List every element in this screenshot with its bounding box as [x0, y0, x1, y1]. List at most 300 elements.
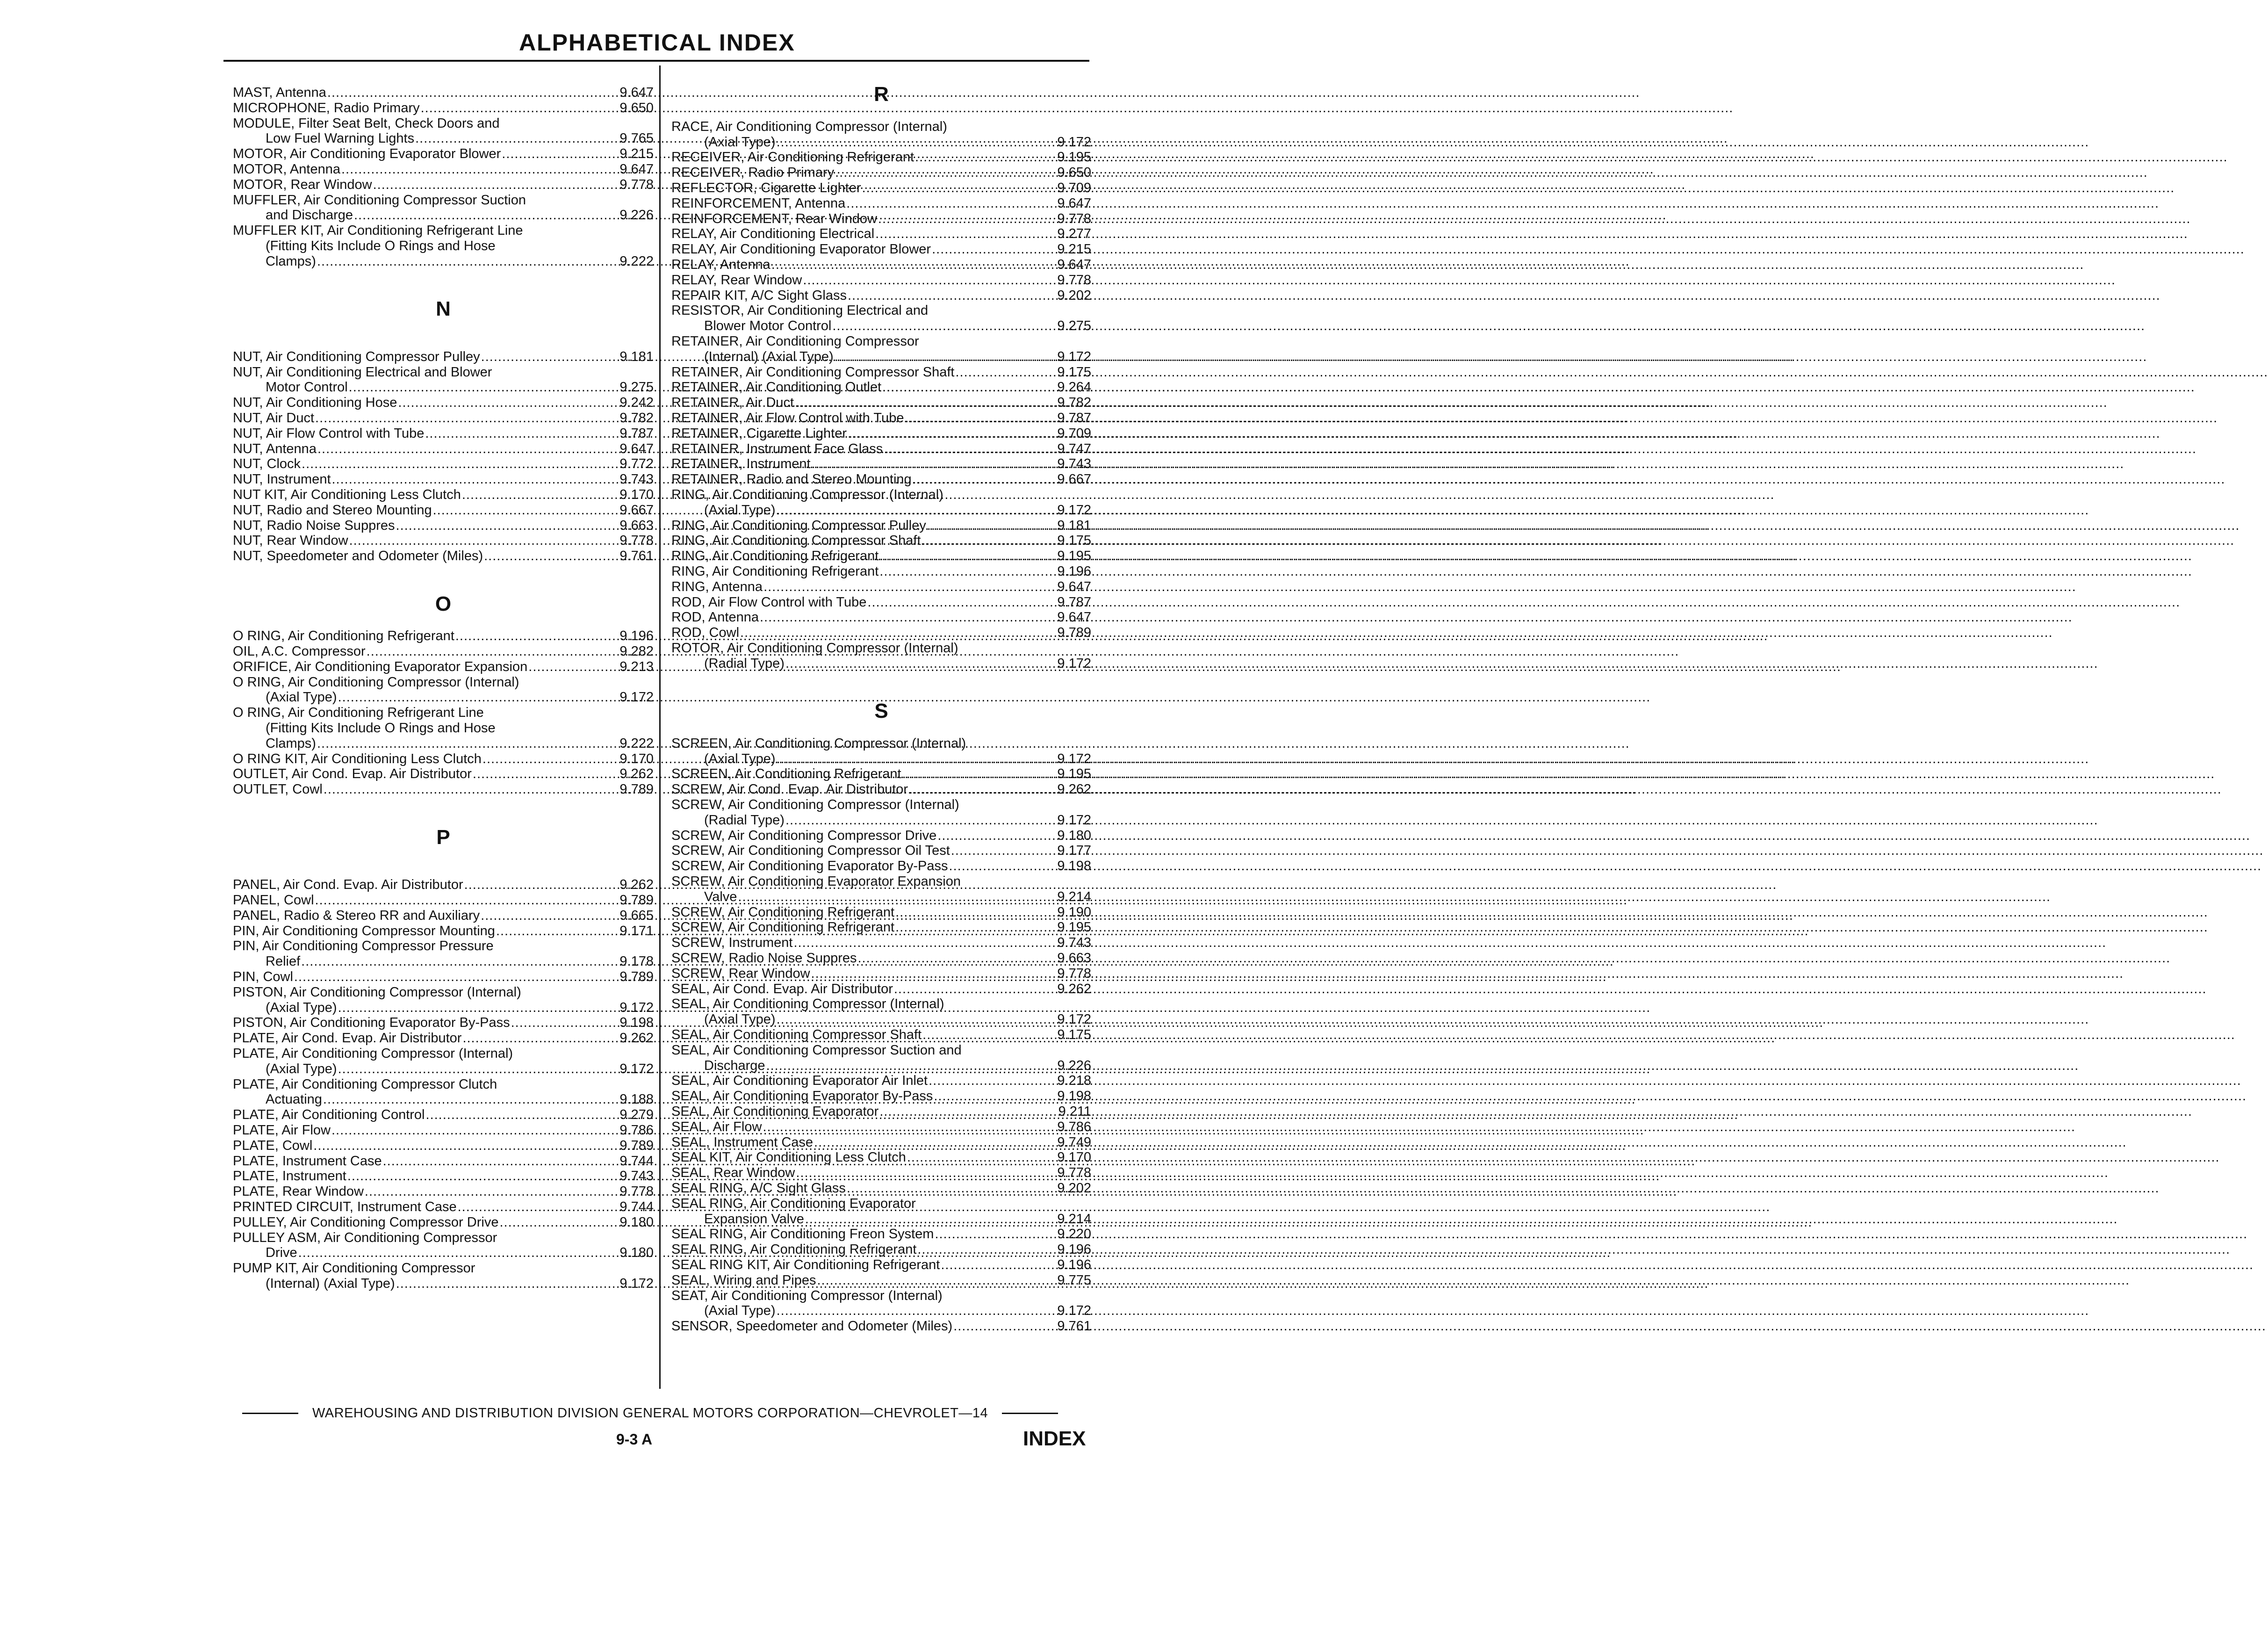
entry-text: PULLEY ASM, Air Conditioning Compressor — [233, 1230, 497, 1245]
index-entry — [671, 874, 1091, 889]
page-ref: 9.775 — [1057, 1272, 1091, 1288]
index-entry — [233, 1015, 654, 1031]
entry-text: ORIFICE, Air Conditioning Evaporator Expansion — [233, 659, 528, 674]
index-entry — [233, 101, 654, 116]
index-entry — [233, 924, 654, 939]
dot-leader — [317, 736, 596, 751]
page-title: ALPHABETICAL INDEX — [519, 29, 795, 56]
dot-leader — [496, 924, 596, 939]
dot-leader — [793, 935, 1033, 951]
index-entry — [671, 533, 1091, 549]
page-ref: 9.175 — [1057, 533, 1091, 549]
dot-leader — [847, 1181, 1033, 1196]
entry-text: O RING, Air Conditioning Refrigerant — [233, 628, 454, 644]
index-entry — [671, 1303, 1091, 1319]
entry-text: SCREW, Air Conditioning Refrigerant — [671, 904, 895, 920]
entry-text: RETAINER, Radio and Stereo Mounting — [671, 472, 912, 487]
index-entry — [671, 1319, 1091, 1334]
dot-leader — [777, 1303, 1033, 1319]
dot-leader — [835, 165, 1033, 180]
index-entry — [233, 380, 654, 395]
page-ref: 9.647 — [1057, 257, 1091, 272]
index-entry — [233, 208, 654, 223]
page-ref: 9.789 — [619, 782, 654, 797]
entry-text: NUT, Radio Noise Suppres — [233, 518, 395, 533]
entry-text: PLATE, Instrument — [233, 1169, 346, 1184]
index-entry — [671, 1073, 1091, 1089]
page-ref: 9.262 — [1057, 782, 1091, 797]
index-entry — [671, 518, 1091, 534]
index-entry — [671, 736, 1091, 751]
page-ref: 9.215 — [619, 146, 654, 162]
dot-leader — [331, 1123, 596, 1138]
page-ref: 9.170 — [619, 751, 654, 766]
entry-text: OUTLET, Cowl — [233, 782, 323, 797]
entry-text: RETAINER, Instrument Face Glass — [671, 441, 883, 456]
index-entry — [233, 1077, 654, 1092]
page-ref: 9.195 — [1057, 549, 1091, 564]
entry-text: RESISTOR, Air Conditioning Electrical and — [671, 303, 929, 318]
dot-leader — [902, 766, 1033, 782]
page-ref: 9.211 — [1058, 1104, 1091, 1119]
page-ref: 9.220 — [1057, 1227, 1091, 1242]
index-entry — [233, 441, 654, 457]
entry-text: SCREW, Air Conditioning Compressor Oil Test — [671, 843, 950, 859]
index-entry — [671, 1181, 1091, 1196]
entry-text: SCREW, Rear Window — [671, 966, 810, 981]
dot-leader — [934, 1089, 1033, 1104]
entry-text: SEAL, Air Conditioning Evaporator Air Inlet — [671, 1073, 928, 1089]
index-entry — [671, 1273, 1091, 1288]
index-entry — [233, 1215, 654, 1230]
entry-text: (Axial Type) — [266, 1000, 337, 1015]
entry-text: SCREW, Air Conditioning Refrigerant — [671, 920, 895, 935]
page-ref: 9.778 — [1057, 272, 1091, 288]
page-ref: 9.761 — [619, 549, 654, 564]
dot-leader — [909, 782, 1033, 797]
entry-text: RING, Air Conditioning Compressor Pulley — [671, 518, 926, 533]
dot-leader — [777, 751, 1033, 767]
entry-text: O RING KIT, Air Conditioning Less Clutch — [233, 751, 482, 766]
entry-text: SCREW, Air Conditioning Evaporator By-Pass — [671, 859, 948, 874]
dot-leader — [814, 1135, 1033, 1150]
dot-leader — [760, 610, 1033, 625]
entry-text: SCREEN, Air Conditioning Compressor (Internal) — [671, 736, 966, 751]
page-ref: 9.709 — [1057, 180, 1091, 195]
page-ref: 9.195 — [1057, 150, 1091, 165]
entry-text: Blower Motor Control — [704, 318, 832, 334]
entry-text: RETAINER, Air Duct — [671, 395, 794, 411]
page-ref: 9.172 — [1057, 349, 1091, 364]
page-ref: 9.198 — [1057, 1089, 1091, 1104]
index-entry — [233, 365, 654, 380]
index-entry — [233, 85, 654, 101]
dot-leader — [953, 1319, 1033, 1334]
page-ref: 9.170 — [1057, 1150, 1091, 1165]
index-entry — [671, 1150, 1091, 1165]
index-entry — [233, 1261, 654, 1276]
entry-text: (Internal) (Axial Type) — [704, 349, 834, 364]
index-entry — [233, 1031, 654, 1046]
index-entry — [671, 951, 1091, 966]
index-entry — [233, 349, 654, 365]
dot-leader — [955, 365, 1033, 380]
page-ref: 9.215 — [1057, 242, 1091, 257]
dot-leader — [832, 318, 1033, 334]
dot-leader — [415, 131, 596, 146]
index-entry — [233, 954, 654, 969]
section-letter-s: S — [874, 700, 888, 723]
entry-text: SEAL KIT, Air Conditioning Less Clutch — [671, 1150, 906, 1165]
dot-leader — [738, 889, 1033, 905]
index-entry — [233, 1123, 654, 1138]
index-entry — [233, 1199, 654, 1215]
entry-text: RETAINER, Air Flow Control with Tube — [671, 410, 904, 426]
page-ref: 9.787 — [1057, 410, 1091, 426]
entry-text: SENSOR, Speedometer and Odometer (Miles) — [671, 1319, 953, 1334]
dot-leader — [763, 1119, 1033, 1135]
page-ref: 9.264 — [1057, 380, 1091, 395]
entry-text: O RING, Air Conditioning Refrigerant Line — [233, 705, 484, 721]
index-entry — [233, 131, 654, 146]
index-entry — [671, 656, 1091, 671]
index-entry — [671, 1227, 1091, 1242]
page-ref: 9.172 — [619, 1276, 654, 1291]
section-spacer — [671, 671, 1091, 686]
page-ref: 9.198 — [1057, 859, 1091, 874]
entry-text: PANEL, Cowl — [233, 893, 314, 908]
entry-text: PANEL, Radio & Stereo RR and Auxiliary — [233, 908, 480, 923]
entry-text: PLATE, Cowl — [233, 1138, 313, 1153]
dot-leader — [349, 380, 596, 395]
page-ref: 9.778 — [1057, 211, 1091, 226]
dot-leader — [433, 503, 596, 518]
section-spacer — [233, 318, 654, 334]
page-ref: 9.172 — [619, 690, 654, 705]
dot-leader — [848, 288, 1033, 303]
entry-text: SEAL, Wiring and Pipes — [671, 1272, 816, 1288]
dot-leader — [301, 954, 596, 969]
index-entry — [233, 146, 654, 162]
page-ref: 9.778 — [619, 177, 654, 192]
index-entry — [233, 116, 654, 131]
index-entry — [671, 828, 1091, 844]
page-ref: 9.172 — [1057, 134, 1091, 150]
index-entry — [233, 1169, 654, 1184]
page-ref: 9.663 — [619, 518, 654, 533]
entry-text: SEAL RING, Air Conditioning Refrigerant — [671, 1242, 917, 1257]
entry-text: ROD, Air Flow Control with Tube — [671, 594, 867, 610]
dot-leader — [373, 177, 596, 193]
index-entry — [233, 472, 654, 487]
page-ref: 9.772 — [619, 456, 654, 472]
entry-text: (Radial Type) — [704, 812, 785, 828]
index-entry — [671, 1135, 1091, 1150]
entry-text: Expansion Valve — [704, 1211, 804, 1227]
section-label: INDEX — [1023, 1427, 1086, 1450]
index-entry — [671, 165, 1091, 180]
index-entry — [233, 721, 654, 736]
entry-text: (Fitting Kits Include O Rings and Hose — [266, 238, 496, 253]
page-ref: 9.647 — [1057, 579, 1091, 594]
footer — [242, 1406, 1093, 1421]
index-entry — [233, 736, 654, 751]
entry-text: RETAINER, Air Conditioning Compressor Shaft — [671, 364, 955, 380]
index-entry — [671, 1196, 1091, 1212]
index-entry — [233, 395, 654, 411]
dot-leader — [367, 644, 596, 659]
index-entry — [671, 196, 1091, 211]
entry-text: Low Fuel Warning Lights — [266, 131, 415, 146]
index-entry — [671, 920, 1091, 935]
entry-text: RING, Air Conditioning Refrigerant — [671, 549, 879, 564]
index-entry — [671, 1165, 1091, 1181]
dot-leader — [835, 349, 1033, 365]
entry-text: RELAY, Antenna — [671, 257, 770, 272]
dot-leader — [796, 1165, 1033, 1181]
index-entry — [671, 1058, 1091, 1074]
entry-text: (Axial Type) — [266, 1061, 337, 1076]
entry-text: PLATE, Air Conditioning Control — [233, 1107, 425, 1123]
page-ref: 9.172 — [1057, 812, 1091, 828]
entry-text: RELAY, Air Conditioning Evaporator Blower — [671, 242, 931, 257]
dot-leader — [922, 533, 1034, 549]
page-ref: 9.195 — [1057, 920, 1091, 935]
dot-leader — [785, 813, 1033, 828]
index-entry — [233, 1046, 654, 1061]
page-ref: 9.202 — [1057, 288, 1091, 303]
page-ref: 9.242 — [619, 395, 654, 411]
dot-leader — [458, 1199, 596, 1215]
index-entry — [671, 905, 1091, 920]
index-entry — [233, 193, 654, 208]
page-ref: 9.170 — [619, 487, 654, 502]
index-entry — [671, 180, 1091, 196]
index-entry — [671, 487, 1091, 503]
index-entry — [671, 288, 1091, 303]
index-entry — [671, 797, 1091, 813]
entry-text: SEAL RING KIT, Air Conditioning Refrigerant — [671, 1257, 940, 1272]
dot-leader — [425, 426, 596, 441]
entry-text: NUT, Air Duct — [233, 410, 315, 426]
entry-text: SCREEN, Air Conditioning Refrigerant — [671, 766, 901, 782]
page-ref: 9.196 — [1057, 1257, 1091, 1272]
index-entry — [233, 1000, 654, 1016]
entry-text: PLATE, Instrument Case — [233, 1153, 382, 1169]
footer-text: WAREHOUSING AND DISTRIBUTION DIVISION GENERAL MOTORS CORPORATION—CHEVROLET—14 — [312, 1406, 988, 1421]
entry-text: (Fitting Kits Include O Rings and Hose — [266, 721, 496, 736]
index-entry — [671, 334, 1091, 349]
entry-text: RELAY, Rear Window — [671, 272, 802, 288]
dot-leader — [294, 969, 596, 985]
index-entry — [671, 119, 1091, 135]
entry-text: Relief — [266, 954, 301, 969]
index-entry — [671, 1257, 1091, 1273]
entry-text: SEAL RING, A/C Sight Glass — [671, 1180, 846, 1196]
page-ref: 9.647 — [1057, 195, 1091, 211]
entry-text: SEAL, Air Conditioning Compressor Shaft — [671, 1027, 922, 1043]
page-ref: 9.647 — [619, 441, 654, 456]
index-entry — [233, 1276, 654, 1292]
index-entry — [671, 503, 1091, 518]
dot-leader — [882, 380, 1033, 395]
page-ref: 9.177 — [1057, 843, 1091, 859]
page-ref: 9.226 — [619, 208, 654, 223]
entry-text: SCREW, Instrument — [671, 935, 793, 951]
dot-leader — [941, 1257, 1033, 1273]
page-ref: 9.744 — [619, 1199, 654, 1214]
page-ref: 9.226 — [1057, 1058, 1091, 1073]
entry-text: ROTOR, Air Conditioning Compressor (Internal) — [671, 640, 958, 656]
index-entry — [233, 705, 654, 721]
page-ref: 9.262 — [1057, 981, 1091, 996]
page-ref: 9.172 — [1057, 656, 1091, 671]
dot-leader — [932, 242, 1033, 257]
dot-leader — [332, 472, 596, 487]
index-entry — [671, 641, 1091, 656]
index-entry — [671, 472, 1091, 487]
entry-text: NUT, Instrument — [233, 472, 331, 487]
entry-text: SEAT, Air Conditioning Compressor (Internal) — [671, 1288, 943, 1303]
page-ref: 9.190 — [1057, 904, 1091, 920]
page-ref: 9.647 — [1057, 610, 1091, 625]
index-entry — [233, 766, 654, 782]
dot-leader — [482, 751, 596, 767]
dot-leader — [795, 395, 1033, 411]
dot-leader — [907, 1150, 1033, 1165]
entry-text: PLATE, Air Cond. Evap. Air Distributor — [233, 1031, 462, 1046]
section-spacer — [671, 104, 1091, 119]
dot-leader — [846, 196, 1033, 211]
dot-leader — [927, 518, 1033, 534]
entry-text: RING, Air Conditioning Refrigerant — [671, 563, 879, 579]
entry-text: RETAINER, Air Conditioning Outlet — [671, 380, 882, 395]
index-entry — [233, 254, 654, 269]
dot-leader — [771, 257, 1033, 273]
entry-text: MOTOR, Antenna — [233, 161, 340, 177]
index-entry — [671, 349, 1091, 365]
section-letter-o: O — [435, 592, 452, 615]
dot-leader — [462, 1031, 596, 1046]
page-ref: 9.743 — [619, 1169, 654, 1184]
dot-leader — [867, 595, 1033, 610]
entry-text: SEAL, Air Conditioning Compressor Suction and — [671, 1042, 962, 1058]
entry-text: SEAL, Instrument Case — [671, 1134, 814, 1150]
page-ref: 9.650 — [619, 100, 654, 116]
index-entry — [671, 595, 1091, 610]
page-ref: 9.778 — [619, 533, 654, 549]
dot-leader — [878, 211, 1033, 227]
entry-text: Discharge — [704, 1058, 765, 1073]
index-entry — [233, 1154, 654, 1169]
index-entry — [233, 628, 654, 644]
dot-leader — [862, 180, 1033, 196]
dot-leader — [812, 456, 1033, 472]
index-entry — [671, 751, 1091, 767]
dot-leader — [327, 85, 596, 101]
dot-leader — [879, 564, 1033, 579]
dot-leader — [777, 135, 1033, 150]
dot-leader — [894, 982, 1033, 997]
dot-leader — [383, 1154, 596, 1169]
entry-text: PLATE, Air Conditioning Compressor (Internal) — [233, 1046, 513, 1061]
entry-text: PIN, Air Conditioning Compressor Pressure — [233, 939, 494, 954]
index-entry — [233, 1061, 654, 1077]
dot-leader — [913, 472, 1033, 487]
index-entry — [671, 1027, 1091, 1043]
page-ref: 9.181 — [1057, 518, 1091, 533]
dot-leader — [398, 395, 596, 411]
entry-text: SEAL RING, Air Conditioning Evaporator — [671, 1196, 916, 1211]
index-entry — [671, 426, 1091, 441]
page-ref: 9.172 — [1057, 1012, 1091, 1027]
page-ref: 9.214 — [1057, 1211, 1091, 1227]
index-entry — [671, 1212, 1091, 1227]
dot-leader — [915, 150, 1033, 165]
entry-text: RACE, Air Conditioning Compressor (Internal) — [671, 119, 947, 134]
entry-text: PULLEY, Air Conditioning Compressor Drive — [233, 1214, 499, 1230]
index-entry — [233, 690, 654, 705]
index-entry — [233, 782, 654, 797]
section-spacer — [671, 721, 1091, 736]
page-ref: 9.282 — [619, 644, 654, 659]
index-entry — [233, 877, 654, 893]
index-entry — [233, 1092, 654, 1107]
index-entry — [671, 1043, 1091, 1058]
entry-text: (Radial Type) — [704, 656, 785, 671]
page-ref: 9.171 — [619, 923, 654, 939]
dot-leader — [777, 503, 1033, 518]
page-ref: 9.667 — [1057, 472, 1091, 487]
dot-leader — [396, 518, 596, 534]
index-entry — [671, 242, 1091, 257]
dot-leader — [338, 1061, 596, 1077]
dot-leader — [499, 1215, 596, 1230]
entry-text: SEAL, Air Conditioning Evaporator By-Pass — [671, 1089, 933, 1104]
page-ref: 9.665 — [619, 908, 654, 923]
index-entry — [671, 982, 1091, 997]
dot-leader — [740, 625, 1033, 641]
entry-text: NUT KIT, Air Conditioning Less Clutch — [233, 487, 461, 502]
entry-text: NUT, Air Conditioning Hose — [233, 395, 397, 411]
page-ref: 9.218 — [1057, 1073, 1091, 1089]
index-entry — [671, 1089, 1091, 1104]
page-ref: 9.778 — [1057, 966, 1091, 981]
page-ref: 9.663 — [1057, 951, 1091, 966]
dot-leader — [766, 1058, 1033, 1074]
entry-text: PLATE, Air Flow — [233, 1123, 331, 1138]
entry-text: NUT, Air Conditioning Compressor Pulley — [233, 349, 480, 364]
dot-leader — [528, 659, 596, 675]
dot-leader — [464, 877, 596, 893]
page-ref: 9.178 — [619, 954, 654, 969]
section-spacer — [233, 334, 654, 349]
entry-text: RING, Antenna — [671, 579, 763, 594]
index-entry — [233, 1138, 654, 1154]
page-ref: 9.198 — [619, 1015, 654, 1031]
entry-text: NUT, Speedometer and Odometer (Miles) — [233, 549, 483, 564]
section-spacer — [233, 797, 654, 813]
index-entry — [233, 533, 654, 549]
dot-leader — [484, 549, 596, 564]
index-entry — [233, 985, 654, 1000]
index-entry — [233, 644, 654, 659]
index-entry — [671, 380, 1091, 395]
dot-leader — [875, 226, 1033, 242]
entry-text: (Internal) (Axial Type) — [266, 1276, 395, 1291]
page-ref: 9.709 — [1057, 426, 1091, 441]
footer-rule-right — [1002, 1413, 1058, 1414]
